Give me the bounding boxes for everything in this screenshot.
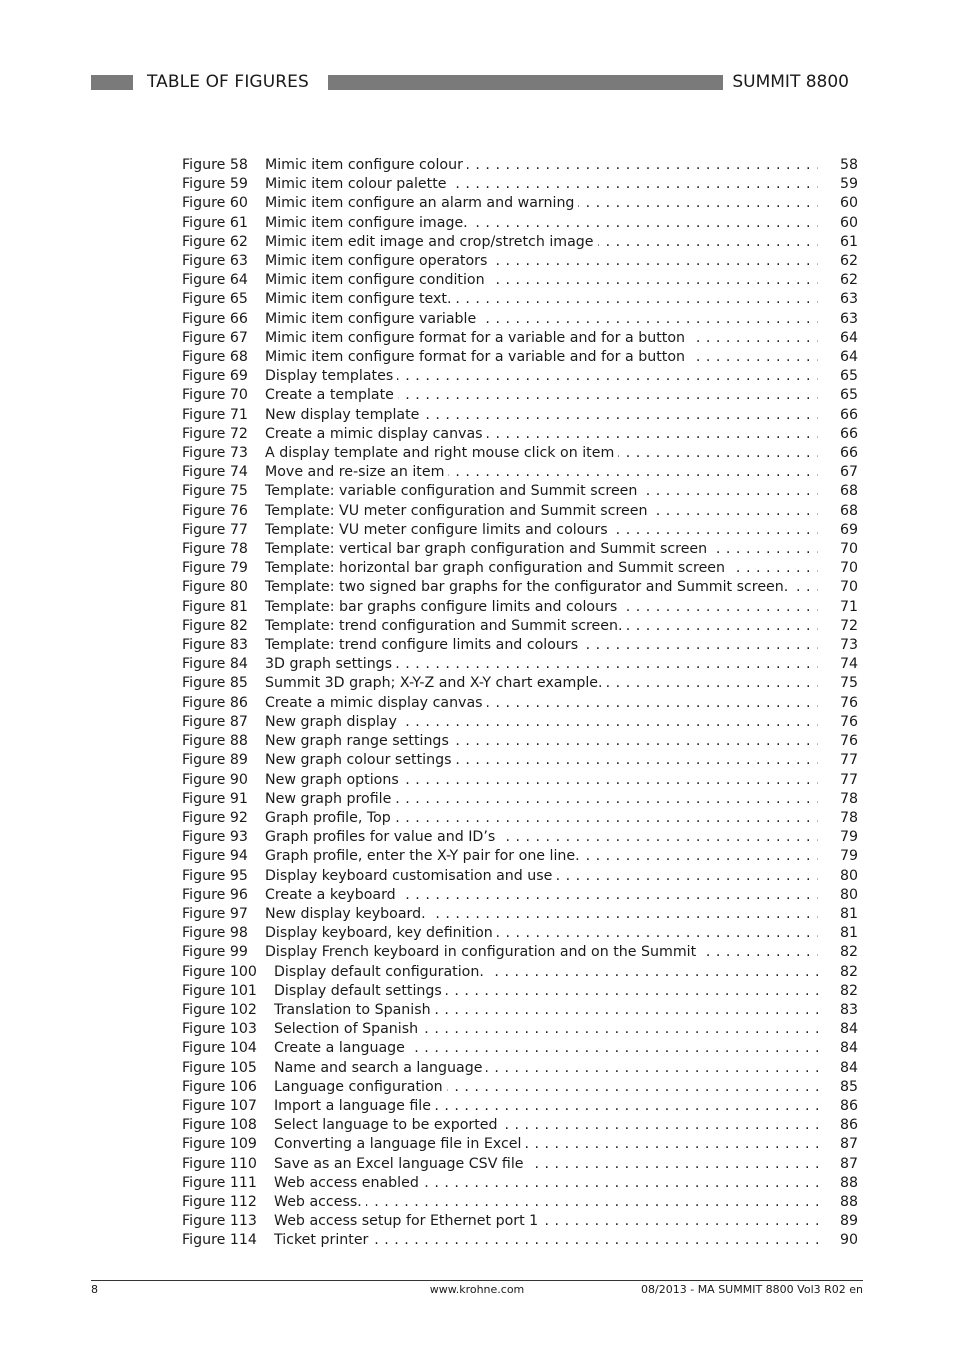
figure-title: Create a mimic display canvas [265,695,487,711]
figure-title: Mimic item configure operators [265,253,491,269]
dot-leader [274,1193,818,1212]
figure-label: Figure 79 [182,560,248,577]
toc-entry[interactable] [182,943,858,962]
dot-leader [265,386,818,405]
figure-label: Figure 97 [182,905,248,922]
page-number: 69 [839,521,858,538]
dot-leader [265,156,818,175]
dot-leader [274,1155,818,1174]
dot-leader [274,1135,818,1154]
dot-leader [265,521,818,540]
toc-entry[interactable] [182,1155,858,1174]
figure-title: Save as an Excel language CSV file [274,1156,528,1172]
dot-leader [265,578,818,597]
toc-entry[interactable] [182,771,858,790]
figure-title: Selection of Spanish [274,1021,422,1037]
figure-title: Template: trend configure limits and colours [265,637,582,653]
page-number: 78 [839,790,858,807]
figure-label: Figure 93 [182,829,248,846]
figure-title: Mimic item configure text. [265,291,456,307]
toc-entry[interactable] [182,847,858,866]
dot-leader [265,233,818,252]
figure-title: Template: trend configuration and Summit screen. [265,618,627,634]
toc-entry[interactable] [182,290,858,309]
page-number: 82 [839,963,858,980]
toc-entry[interactable] [182,310,858,329]
toc-entry[interactable] [182,963,858,982]
page-number: 84 [839,1021,858,1038]
page-number: 78 [839,809,858,826]
figure-title: Web access enabled [274,1175,423,1191]
dot-leader [265,943,818,962]
figure-title: Template: two signed bar graphs for the configurator and Summit screen. [265,579,792,595]
toc-entry[interactable] [182,732,858,751]
toc-entry[interactable] [182,156,858,175]
figure-title: Graph profiles for value and ID’s [265,829,499,845]
figure-label: Figure 106 [182,1078,257,1095]
dot-leader [265,598,818,617]
figure-title: Display default configuration. [274,964,488,980]
figure-label: Figure 94 [182,848,248,865]
dot-leader [265,751,818,770]
figure-title: Web access setup for Ethernet port 1 [274,1213,542,1229]
page-number: 61 [839,233,858,250]
figure-title: Template: VU meter configure limits and colours [265,522,612,538]
figure-label: Figure 89 [182,752,248,769]
page-number: 76 [839,713,858,730]
dot-leader [265,540,818,559]
figure-title: Mimic item configure format for a variable and for a button [265,349,689,365]
figure-label: Figure 59 [182,176,248,193]
toc-entry[interactable] [182,674,858,693]
figure-title: New display template [265,407,423,423]
figure-label: Figure 112 [182,1193,257,1210]
figure-label: Figure 82 [182,617,248,634]
toc-entry[interactable] [182,521,858,540]
toc-entry[interactable] [182,598,858,617]
toc-entry[interactable] [182,348,858,367]
dot-leader [265,348,818,367]
figure-label: Figure 63 [182,253,248,270]
dot-leader [265,329,818,348]
page-number: 63 [839,310,858,327]
figure-title: Select language to be exported [274,1117,502,1133]
toc-entry[interactable] [182,1116,858,1135]
figure-label: Figure 72 [182,425,248,442]
figure-title: Web access. [274,1194,366,1210]
figure-title: New graph range settings [265,733,453,749]
figure-label: Figure 60 [182,195,248,212]
figure-title: New display keyboard. [265,906,430,922]
toc-entry[interactable] [182,1097,858,1116]
figure-title: Display keyboard, key definition [265,925,497,941]
figure-title: Create a template [265,387,398,403]
dot-leader [265,924,818,943]
figure-label: Figure 105 [182,1059,257,1076]
page-number: 65 [839,368,858,385]
page-number: 73 [839,637,858,654]
toc-entry[interactable] [182,175,858,194]
figure-title: Mimic item configure an alarm and warning [265,195,578,211]
footer-rule [91,1280,863,1281]
dot-leader [265,636,818,655]
dot-leader [265,809,818,828]
figure-label: Figure 69 [182,368,248,385]
figure-label: Figure 86 [182,694,248,711]
page-number: 90 [839,1232,858,1249]
figure-label: Figure 111 [182,1174,257,1191]
toc-entry[interactable] [182,886,858,905]
footer-document-reference: 08/2013 - MA SUMMIT 8800 Vol3 R02 en [641,1283,863,1296]
figure-title: Move and re-size an item [265,464,448,480]
dot-leader [265,175,818,194]
dot-leader [265,194,818,213]
dot-leader [265,790,818,809]
toc-entry[interactable] [182,233,858,252]
page-number: 86 [839,1097,858,1114]
toc-entry[interactable] [182,329,858,348]
toc-entry[interactable] [182,905,858,924]
page-number: 70 [839,579,858,596]
figure-title: Mimic item edit image and crop/stretch image [265,234,598,250]
dot-leader [274,1039,818,1058]
figure-label: Figure 62 [182,233,248,250]
page-number: 68 [839,502,858,519]
page-number: 87 [839,1155,858,1172]
page-number: 74 [839,656,858,673]
dot-leader [265,444,818,463]
figure-title: Name and search a language [274,1060,486,1076]
toc-entry[interactable] [182,751,858,770]
toc-entry[interactable] [182,578,858,597]
figure-label: Figure 68 [182,349,248,366]
toc-entry[interactable] [182,425,858,444]
toc-entry[interactable] [182,252,858,271]
figure-label: Figure 58 [182,157,248,173]
page-number: 75 [839,675,858,692]
page-number: 82 [839,944,858,961]
page-number: 80 [839,867,858,884]
figure-title: Mimic item configure condition [265,272,489,288]
toc-entry[interactable] [182,406,858,425]
page-number: 89 [839,1213,858,1230]
figure-title: Mimic item configure image. [265,215,472,231]
toc-entry[interactable] [182,1135,858,1154]
figure-label: Figure 75 [182,483,248,500]
header-bar-middle [328,75,723,90]
figure-label: Figure 71 [182,406,248,423]
toc-entry[interactable] [182,828,858,847]
figure-label: Figure 90 [182,771,248,788]
toc-entry[interactable] [182,655,858,674]
figure-label: Figure 100 [182,963,257,980]
figure-label: Figure 107 [182,1097,257,1114]
figure-label: Figure 66 [182,310,248,327]
dot-leader [274,1059,818,1078]
figure-label: Figure 99 [182,944,248,961]
page-number: 65 [839,387,858,404]
figure-title: Language configuration [274,1079,447,1095]
figure-label: Figure 65 [182,291,248,308]
figure-title: Summit 3D graph; X-Y-Z and X-Y chart example. [265,675,607,691]
figure-label: Figure 70 [182,387,248,404]
figure-title: New graph profile [265,791,395,807]
figure-title: 3D graph settings [265,656,396,672]
page-number: 77 [839,771,858,788]
figure-label: Figure 64 [182,272,248,289]
toc-entry[interactable] [182,194,858,213]
page-number: 60 [839,195,858,212]
page-number: 79 [839,829,858,846]
page-number: 71 [839,598,858,615]
figure-label: Figure 114 [182,1232,257,1249]
figure-label: Figure 95 [182,867,248,884]
page-header [91,73,863,93]
page-number: 58 [839,157,858,173]
page-number: 62 [839,272,858,289]
page-number: 83 [839,1001,858,1018]
figure-label: Figure 78 [182,541,248,558]
toc-entry[interactable] [182,444,858,463]
figure-label: Figure 67 [182,329,248,346]
toc-entry[interactable] [182,924,858,943]
dot-leader [265,771,818,790]
figure-title: Translation to Spanish [274,1002,435,1018]
page-number: 88 [839,1193,858,1210]
toc-entry[interactable] [182,1174,858,1193]
page-number: 84 [839,1040,858,1057]
dot-leader [265,867,818,886]
page-number: 66 [839,406,858,423]
toc-entry[interactable] [182,809,858,828]
figure-label: Figure 108 [182,1117,257,1134]
figure-title: Template: variable configuration and Summit screen [265,483,641,499]
dot-leader [274,963,818,982]
toc-entry[interactable] [182,540,858,559]
dot-leader [265,252,818,271]
table-of-figures [182,156,858,1251]
figure-title: Template: vertical bar graph configuration and Summit screen [265,541,711,557]
page-number: 70 [839,560,858,577]
toc-entry[interactable] [182,636,858,655]
page-number: 77 [839,752,858,769]
figure-title: Mimic item configure colour [265,157,467,173]
figure-title: Graph profile, enter the X-Y pair for one line. [265,848,584,864]
dot-leader [265,214,818,233]
page-number: 64 [839,349,858,366]
figure-title: Display keyboard customisation and use [265,868,556,884]
dot-leader [265,886,818,905]
page-number: 88 [839,1174,858,1191]
toc-entry[interactable] [182,502,858,521]
page-number: 60 [839,214,858,231]
figure-label: Figure 87 [182,713,248,730]
page-number: 63 [839,291,858,308]
toc-entry[interactable] [182,1212,858,1231]
figure-title: Mimic item configure variable [265,311,480,327]
toc-entry[interactable] [182,1001,858,1020]
dot-leader [265,367,818,386]
figure-title: New graph options [265,772,403,788]
toc-entry[interactable] [182,1059,858,1078]
dot-leader [274,982,818,1001]
figure-label: Figure 81 [182,598,248,615]
page-number: 81 [839,925,858,942]
figure-label: Figure 98 [182,925,248,942]
toc-entry[interactable] [182,386,858,405]
toc-entry[interactable] [182,1020,858,1039]
toc-entry[interactable] [182,790,858,809]
dot-leader [265,674,818,693]
figure-title: Template: bar graphs configure limits and colours [265,599,621,615]
dot-leader [265,617,818,636]
figure-title: Create a mimic display canvas [265,426,487,442]
figure-title: Ticket printer [274,1232,372,1248]
figure-label: Figure 73 [182,445,248,462]
figure-label: Figure 113 [182,1213,257,1230]
figure-label: Figure 109 [182,1136,257,1153]
dot-leader [274,1078,818,1097]
page-number: 86 [839,1117,858,1134]
toc-entry[interactable] [182,214,858,233]
dot-leader [265,271,818,290]
figure-title: Template: horizontal bar graph configuration and Summit screen [265,560,729,576]
figure-label: Figure 88 [182,733,248,750]
toc-entry[interactable] [182,559,858,578]
toc-entry[interactable] [182,367,858,386]
dot-leader [265,482,818,501]
dot-leader [274,1097,818,1116]
figure-title: Converting a language file in Excel [274,1136,525,1152]
dot-leader [265,310,818,329]
figure-title: Import a language file [274,1098,435,1114]
dot-leader [265,905,818,924]
dot-leader [265,425,818,444]
figure-label: Figure 80 [182,579,248,596]
dot-leader [265,713,818,732]
page-number: 76 [839,694,858,711]
figure-label: Figure 83 [182,637,248,654]
dot-leader [265,463,818,482]
dot-leader [265,290,818,309]
page-number: 67 [839,464,858,481]
figure-title: Display default settings [274,983,446,999]
figure-title: New graph colour settings [265,752,456,768]
figure-title: New graph display [265,714,401,730]
figure-title: Display French keyboard in configuration and on the Summit [265,944,700,960]
figure-title: Graph profile, Top [265,810,395,826]
dot-leader [265,406,818,425]
figure-title: Create a language [274,1040,409,1056]
figure-label: Figure 77 [182,521,248,538]
page-number: 62 [839,253,858,270]
page-number: 84 [839,1059,858,1076]
page-number: 68 [839,483,858,500]
toc-entry[interactable] [182,713,858,732]
footer-page-number: 8 [91,1283,98,1296]
figure-title: Display templates [265,368,397,384]
dot-leader [274,1231,818,1250]
figure-label: Figure 102 [182,1001,257,1018]
page-number: 70 [839,541,858,558]
product-name: SUMMIT 8800 [732,72,849,92]
dot-leader [265,828,818,847]
dot-leader [265,847,818,866]
toc-entry[interactable] [182,463,858,482]
dot-leader [274,1212,818,1231]
page-number: 64 [839,329,858,346]
figure-label: Figure 103 [182,1021,257,1038]
figure-label: Figure 84 [182,656,248,673]
page-number: 80 [839,886,858,903]
figure-label: Figure 91 [182,790,248,807]
page-number: 79 [839,848,858,865]
page-number: 59 [839,176,858,193]
toc-entry[interactable] [182,1193,858,1212]
page-number: 87 [839,1136,858,1153]
footer-website[interactable]: www.krohne.com [429,1283,525,1296]
figure-title: A display template and right mouse click on item [265,445,618,461]
toc-entry[interactable] [182,482,858,501]
dot-leader [274,1174,818,1193]
dot-leader [265,502,818,521]
toc-entry[interactable] [182,1039,858,1058]
figure-label: Figure 101 [182,982,257,999]
toc-entry[interactable] [182,867,858,886]
figure-label: Figure 92 [182,809,248,826]
page-number: 66 [839,445,858,462]
toc-entry[interactable] [182,1231,858,1250]
toc-entry[interactable] [182,694,858,713]
figure-label: Figure 85 [182,675,248,692]
toc-entry[interactable] [182,617,858,636]
dot-leader [265,655,818,674]
dot-leader [274,1020,818,1039]
toc-entry[interactable] [182,982,858,1001]
page-number: 85 [839,1078,858,1095]
dot-leader [274,1001,818,1020]
figure-label: Figure 74 [182,464,248,481]
figure-title: Create a keyboard [265,887,400,903]
page-number: 72 [839,617,858,634]
page-number: 66 [839,425,858,442]
section-title: TABLE OF FIGURES [147,72,309,92]
page-number: 82 [839,982,858,999]
toc-entry[interactable] [182,1078,858,1097]
toc-entry[interactable] [182,271,858,290]
figure-title: Template: VU meter configuration and Summit screen [265,503,651,519]
figure-label: Figure 104 [182,1040,257,1057]
figure-label: Figure 76 [182,502,248,519]
figure-title: Mimic item configure format for a variable and for a button [265,330,689,346]
figure-label: Figure 96 [182,886,248,903]
page-number: 81 [839,905,858,922]
dot-leader [265,559,818,578]
dot-leader [274,1116,818,1135]
dot-leader [265,732,818,751]
dot-leader [265,694,818,713]
figure-label: Figure 61 [182,214,248,231]
figure-title: Mimic item colour palette [265,176,450,192]
page-number: 76 [839,733,858,750]
header-bar-left [91,75,133,90]
figure-label: Figure 110 [182,1155,257,1172]
